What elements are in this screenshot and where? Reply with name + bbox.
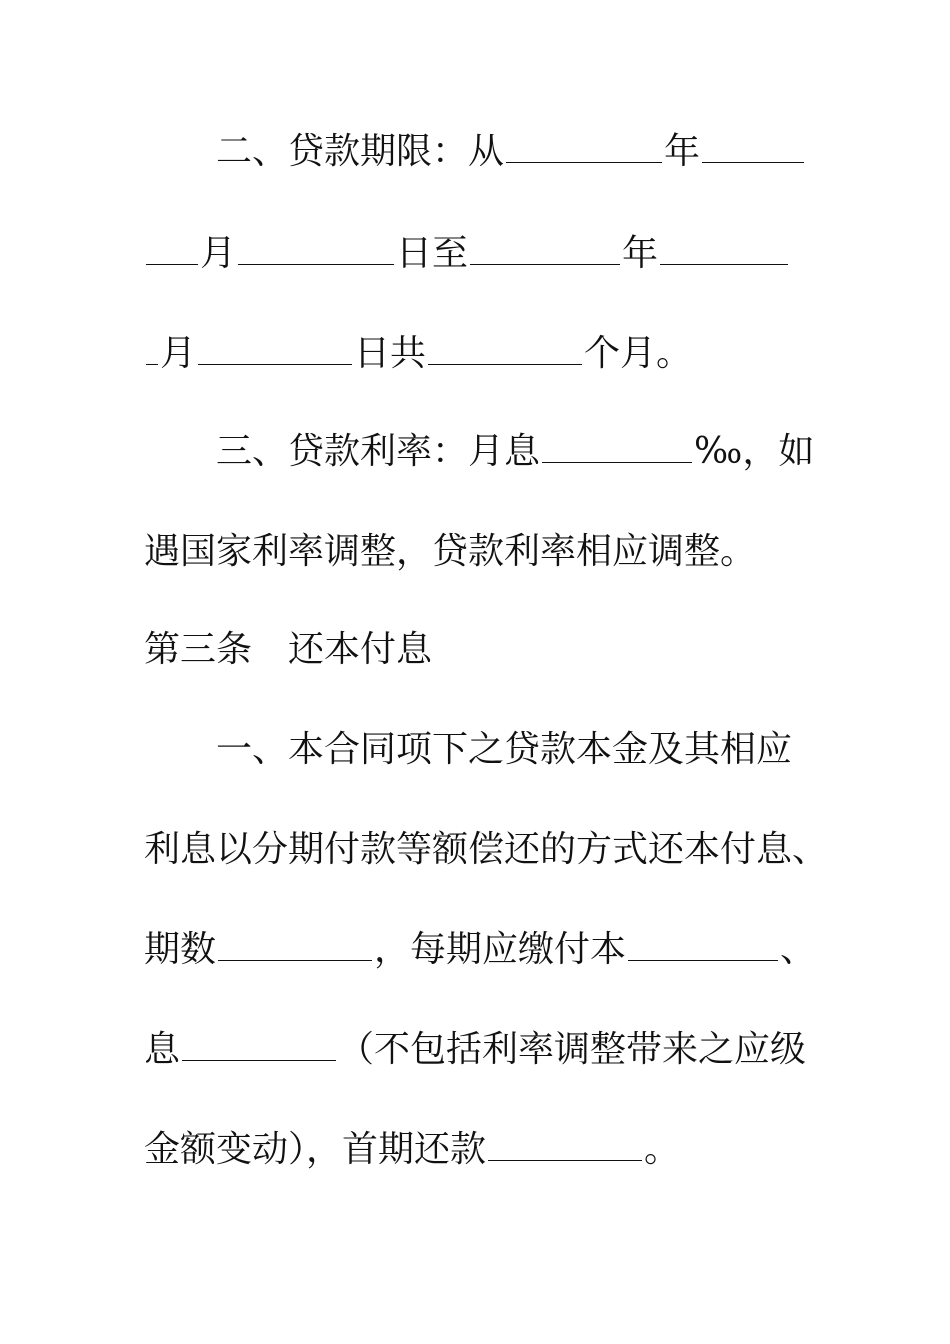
end-month-blank[interactable] [660,234,788,265]
principal-blank[interactable] [628,930,778,961]
start-day-blank[interactable] [238,234,394,265]
note-text: （不包括利率调整带来之应级 [338,1029,807,1070]
start-month-blank-cont[interactable] [146,234,198,265]
end-month-label: 月 [160,333,197,374]
permille-label: ‰，如 [694,431,815,472]
installments-label: 期数 [144,929,217,970]
first-payment-label: 金额变动），首期还款 [144,1129,487,1170]
comma-label: 、 [780,929,817,970]
start-year-blank[interactable] [506,132,662,163]
principal-label: ，每期应缴付本 [374,929,627,970]
rate-line-2 [144,530,756,574]
repay-line-1 [216,728,792,772]
term-label: 二、贷款期限：从 [216,131,505,172]
monthly-rate-blank[interactable] [542,432,692,463]
article-heading [144,628,432,672]
term-line-1 [216,130,806,174]
rate-adjust-text: 遇国家利率调整，贷款利率相应调整。 [144,531,757,572]
article3-heading: 第三条 还本付息 [144,629,433,670]
day-to-label: 日至 [396,233,469,274]
start-month-blank[interactable] [702,132,804,163]
year-label: 年 [664,131,701,172]
day-total-label: 日共 [354,333,427,374]
repay-line-3 [144,928,816,972]
interest-label: 息 [144,1029,181,1070]
repay-text-2: 利息以分期付款等额偿还的方式还本付息、 [144,829,829,870]
term-line-3 [144,332,692,376]
installments-blank[interactable] [218,930,372,961]
repay-text-1: 一、本合同项下之贷款本金及其相应 [216,729,793,770]
repay-line-4 [144,1028,806,1072]
interest-blank[interactable] [182,1030,336,1061]
end-year-label: 年 [622,233,659,274]
rate-line-1 [216,430,814,474]
end-day-blank[interactable] [198,334,352,365]
repay-line-2 [144,828,828,872]
months-label: 个月。 [584,333,693,374]
repay-line-5 [144,1128,680,1172]
first-payment-blank[interactable] [488,1130,642,1161]
end-month-blank-cont[interactable] [146,334,158,365]
term-line-2 [144,232,790,276]
month-label: 月 [200,233,237,274]
end-year-blank[interactable] [470,234,620,265]
total-months-blank[interactable] [428,334,582,365]
rate-label: 三、贷款利率：月息 [216,431,541,472]
period-label: 。 [644,1129,681,1170]
